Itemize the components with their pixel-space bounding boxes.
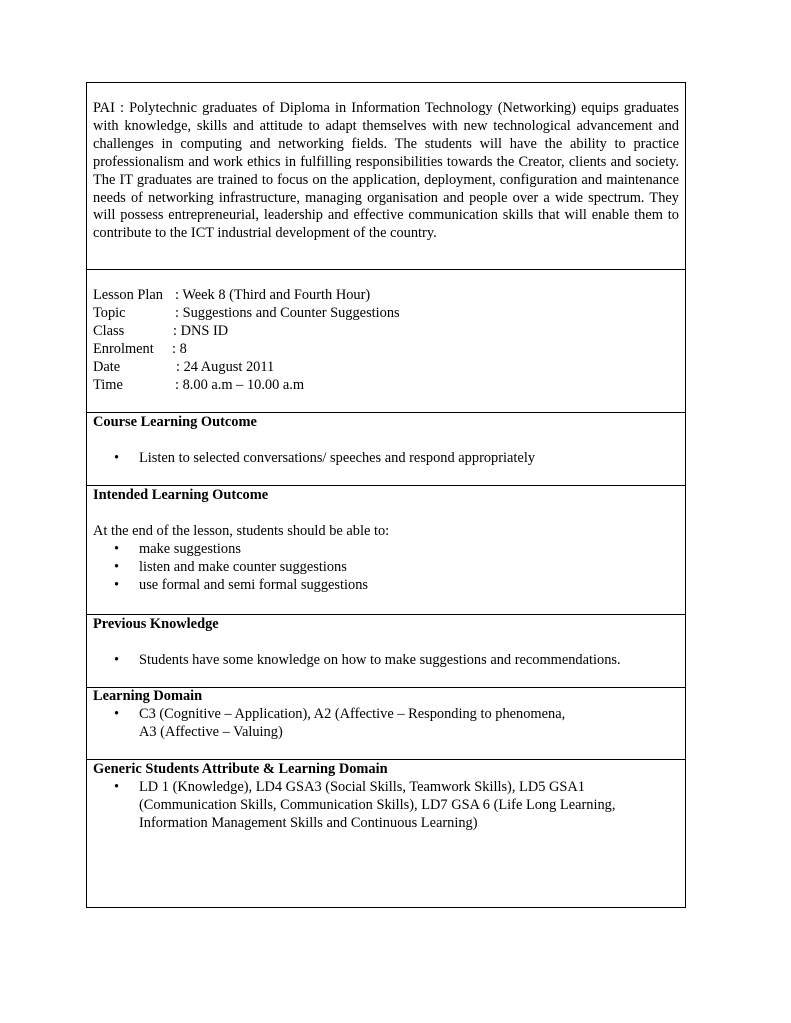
pk-heading: Previous Knowledge — [93, 616, 219, 632]
lesson-plan-label: Lesson Plan — [93, 287, 163, 303]
class-label: Class — [93, 322, 125, 339]
course-learning-outcome-section — [86, 412, 686, 485]
lesson-plan-row — [93, 287, 679, 305]
lesson-plan-value: : Week 8 (Third and Fourth Hour) — [175, 287, 371, 303]
bullet-icon: • — [114, 540, 120, 557]
topic-label: Topic — [93, 304, 126, 321]
list-item: • make suggestions — [114, 540, 241, 557]
topic-row — [93, 305, 679, 323]
pk-list — [93, 652, 679, 670]
list-item — [93, 706, 679, 742]
pai-section — [86, 82, 686, 269]
generic-students-attribute-section — [86, 759, 686, 908]
class-value: : DNS ID — [173, 322, 229, 339]
ilo-intro: At the end of the lesson, students should be able to: — [93, 522, 390, 539]
date-row — [93, 359, 679, 377]
ld-line-1: C3 (Cognitive – Application), A2 (Affective – Responding to phenomena, — [139, 705, 566, 722]
class-row — [93, 323, 679, 341]
bullet-icon: • — [114, 576, 120, 593]
ld-line-2: A3 (Affective – Valuing) — [139, 723, 283, 740]
enrolment-row — [93, 341, 679, 359]
learning-domain-section — [86, 687, 686, 759]
enrolment-label: Enrolment — [93, 340, 154, 357]
time-row — [93, 377, 679, 395]
lesson-details-section — [86, 269, 686, 412]
list-item: • listen and make counter suggestions — [114, 558, 347, 575]
gsa-line-2: (Communication Skills, Communication Skills), LD7 GSA 6 (Life Long Learning, — [139, 796, 616, 813]
ilo-list — [93, 541, 679, 595]
bullet-icon: • — [114, 778, 120, 795]
time-label: Time — [93, 376, 123, 393]
previous-knowledge-section — [86, 614, 686, 687]
gsa-line-1: LD 1 (Knowledge), LD4 GSA3 (Social Skills, Teamwork Skills), LD5 GSA1 — [139, 778, 586, 795]
ld-heading: Learning Domain — [93, 688, 203, 704]
list-item: • Listen to selected conversations/ speeches and respond appropriately — [114, 449, 536, 466]
clo-list — [93, 450, 679, 468]
bullet-icon: • — [114, 705, 120, 722]
list-item: • Students have some knowledge on how to make suggestions and recommendations. — [114, 651, 621, 668]
bullet-icon: • — [114, 558, 120, 575]
gsa-line-3: Information Management Skills and Continuous Learning) — [139, 814, 478, 831]
date-label: Date — [93, 358, 121, 375]
time-value: : 8.00 a.m – 10.00 a.m — [175, 376, 305, 393]
topic-value: : Suggestions and Counter Suggestions — [175, 304, 400, 321]
bullet-icon: • — [114, 651, 120, 668]
pai-text: PAI : Polytechnic graduates of Diploma in Information Technology (Networking) equips graduates with knowledge, skills and attitude to adapt themselves with new technological advancement and challenges in computing and networking fields. The students will have the ability to practice professionalism and work ethics in fulfilling responsibilities towards the Creator, clients and society. The IT graduates are trained to focus on the application, deployment, configuration and maintenance needs of networking infrastructure, managing organisation and people over a wide spectrum. They will possess entrepreneurial, leadership and effective communication skills that will enable them to contribute to the ICT industrial development of the country. — [93, 100, 679, 242]
lesson-plan-table — [86, 82, 686, 908]
gsa-heading: Generic Students Attribute & Learning Domain — [93, 761, 388, 777]
date-value: : 24 August 2011 — [176, 358, 275, 375]
ld-list — [93, 706, 679, 742]
bullet-icon: • — [114, 449, 120, 466]
clo-heading: Course Learning Outcome — [93, 414, 257, 430]
ilo-heading: Intended Learning Outcome — [93, 487, 269, 503]
enrolment-value: : 8 — [172, 340, 187, 357]
gsa-list — [93, 779, 679, 833]
list-item — [93, 779, 679, 833]
intended-learning-outcome-section — [86, 485, 686, 614]
list-item: • use formal and semi formal suggestions — [114, 576, 369, 593]
